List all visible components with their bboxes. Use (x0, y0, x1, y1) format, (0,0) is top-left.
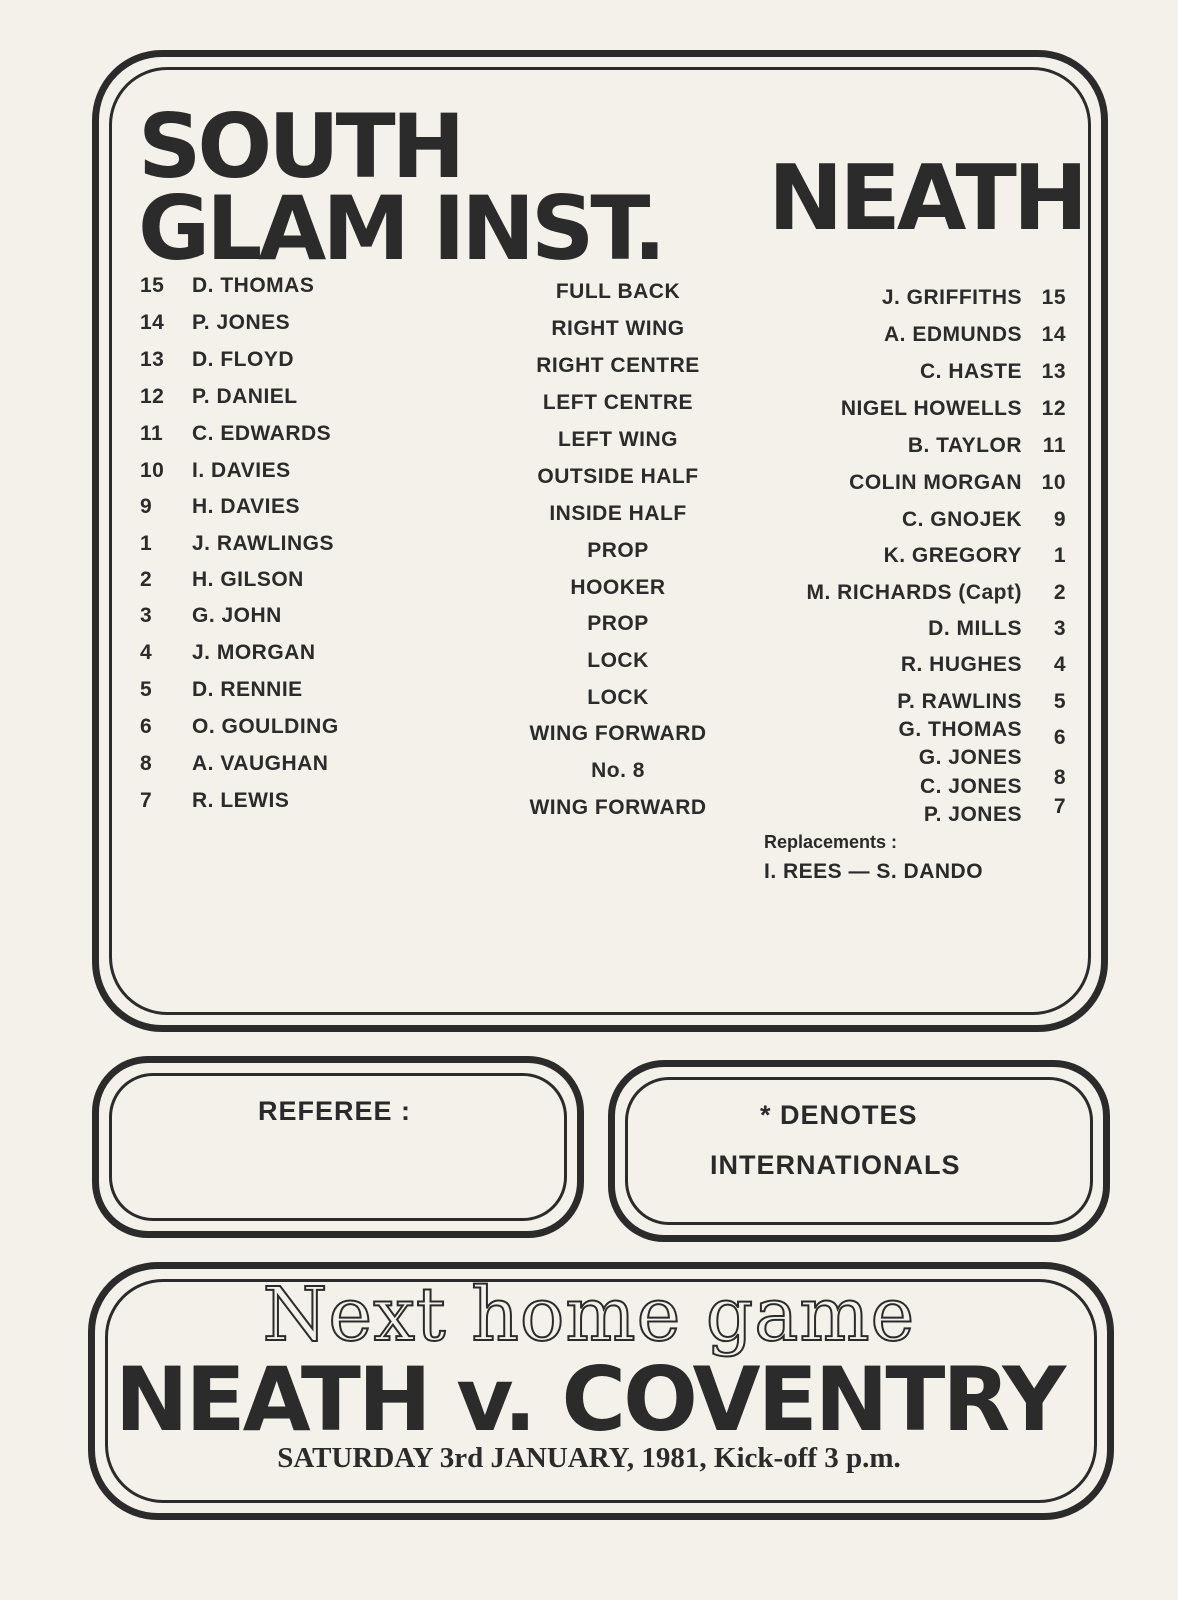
jersey-number: 2 (1053, 581, 1066, 604)
jersey-number: 11 (1042, 434, 1066, 457)
replacements-names: I. REES — S. DANDO (764, 860, 984, 883)
player-name: G. THOMAS (898, 718, 1022, 741)
position-label: RIGHT CENTRE (536, 354, 700, 377)
player-name: C. HASTE (919, 360, 1022, 383)
jersey-number: 2 (140, 568, 153, 591)
player-name: I. DAVIES (192, 459, 291, 482)
player-name: COLIN MORGAN (849, 471, 1022, 494)
position-label: LOCK (587, 649, 649, 672)
position-label: OUTSIDE HALF (537, 465, 699, 488)
player-name: C. EDWARDS (192, 422, 332, 445)
player-name: J. MORGAN (192, 641, 316, 664)
jersey-number: 8 (1053, 766, 1066, 789)
next-fixture: NEATH v. COVENTRY (114, 1348, 1064, 1451)
jersey-number: 12 (140, 385, 165, 408)
position-label: HOOKER (570, 576, 666, 599)
denotes-line2: INTERNATIONALS (710, 1150, 961, 1180)
player-name: G. JONES (918, 746, 1022, 769)
player-name: J. GRIFFITHS (881, 286, 1022, 309)
jersey-number: 10 (140, 459, 165, 482)
jersey-number: 13 (140, 348, 165, 371)
position-label: LEFT CENTRE (542, 391, 694, 414)
player-name: K. GREGORY (883, 544, 1022, 567)
jersey-number: 11 (140, 422, 164, 445)
referee-frame (92, 1056, 584, 1238)
home-team-title-line2: GLAM INST. (138, 177, 663, 280)
jersey-number: 6 (1053, 726, 1066, 749)
position-label: RIGHT WING (551, 317, 685, 340)
referee-label: REFEREE : (258, 1096, 412, 1126)
player-name: R. LEWIS (192, 789, 290, 812)
jersey-number: 15 (140, 274, 165, 297)
jersey-number: 14 (140, 311, 165, 334)
position-label: PROP (587, 612, 649, 635)
jersey-number: 3 (1053, 617, 1066, 640)
player-name: G. JOHN (192, 604, 282, 627)
player-name: NIGEL HOWELLS (840, 397, 1022, 420)
jersey-number: 10 (1041, 471, 1066, 494)
jersey-number: 14 (1041, 323, 1066, 346)
jersey-number: 7 (1053, 795, 1066, 818)
position-label: INSIDE HALF (549, 502, 687, 525)
position-label: WING FORWARD (529, 796, 707, 819)
player-name: D. MILLS (928, 617, 1022, 640)
jersey-number: 13 (1041, 360, 1066, 383)
player-name: P. JONES (192, 311, 291, 334)
player-name: C. JONES (919, 775, 1022, 798)
jersey-number: 4 (1053, 653, 1066, 676)
jersey-number: 8 (140, 752, 153, 775)
player-name: H. DAVIES (192, 495, 300, 518)
player-name: P. DANIEL (192, 385, 298, 408)
position-label: PROP (587, 539, 649, 562)
player-name: A. VAUGHAN (192, 752, 329, 775)
next-home-game-heading: Next home game (262, 1272, 916, 1358)
away-team-title: NEATH (768, 146, 1085, 251)
position-label: WING FORWARD (529, 722, 707, 745)
player-name: D. FLOYD (192, 348, 294, 371)
player-name: A. EDMUNDS (883, 323, 1022, 346)
fixture-date: SATURDAY 3rd JANUARY, 1981, Kick-off 3 p.m. (277, 1442, 901, 1474)
player-name: D. RENNIE (192, 678, 303, 701)
player-name: C. GNOJEK (901, 508, 1022, 531)
jersey-number: 5 (140, 678, 153, 701)
player-name: R. HUGHES (900, 653, 1022, 676)
position-label: LOCK (587, 686, 649, 709)
denotes-line1: * DENOTES (760, 1100, 918, 1130)
jersey-number: 7 (140, 789, 153, 812)
jersey-number: 12 (1041, 397, 1066, 420)
replacements-label: Replacements : (764, 832, 898, 852)
player-name: D. THOMAS (192, 274, 315, 297)
home-team-title-line1: SOUTH (138, 95, 462, 198)
player-name: P. JONES (923, 803, 1022, 826)
jersey-number: 15 (1041, 286, 1066, 309)
position-label: No. 8 (591, 759, 645, 782)
position-label: LEFT WING (558, 428, 678, 451)
player-name: H. GILSON (192, 568, 304, 591)
jersey-number: 9 (140, 495, 153, 518)
player-name: J. RAWLINGS (192, 532, 335, 555)
jersey-number: 3 (140, 604, 153, 627)
player-name: P. RAWLINS (897, 690, 1022, 713)
player-name: B. TAYLOR (907, 434, 1022, 457)
position-label: FULL BACK (555, 280, 681, 303)
player-name: M. RICHARDS (Capt) (806, 581, 1022, 604)
jersey-number: 6 (140, 715, 153, 738)
jersey-number: 4 (140, 641, 153, 664)
jersey-number: 9 (1053, 508, 1066, 531)
jersey-number: 1 (140, 532, 153, 555)
jersey-number: 5 (1053, 690, 1066, 713)
player-name: O. GOULDING (192, 715, 339, 738)
jersey-number: 1 (1053, 544, 1066, 567)
